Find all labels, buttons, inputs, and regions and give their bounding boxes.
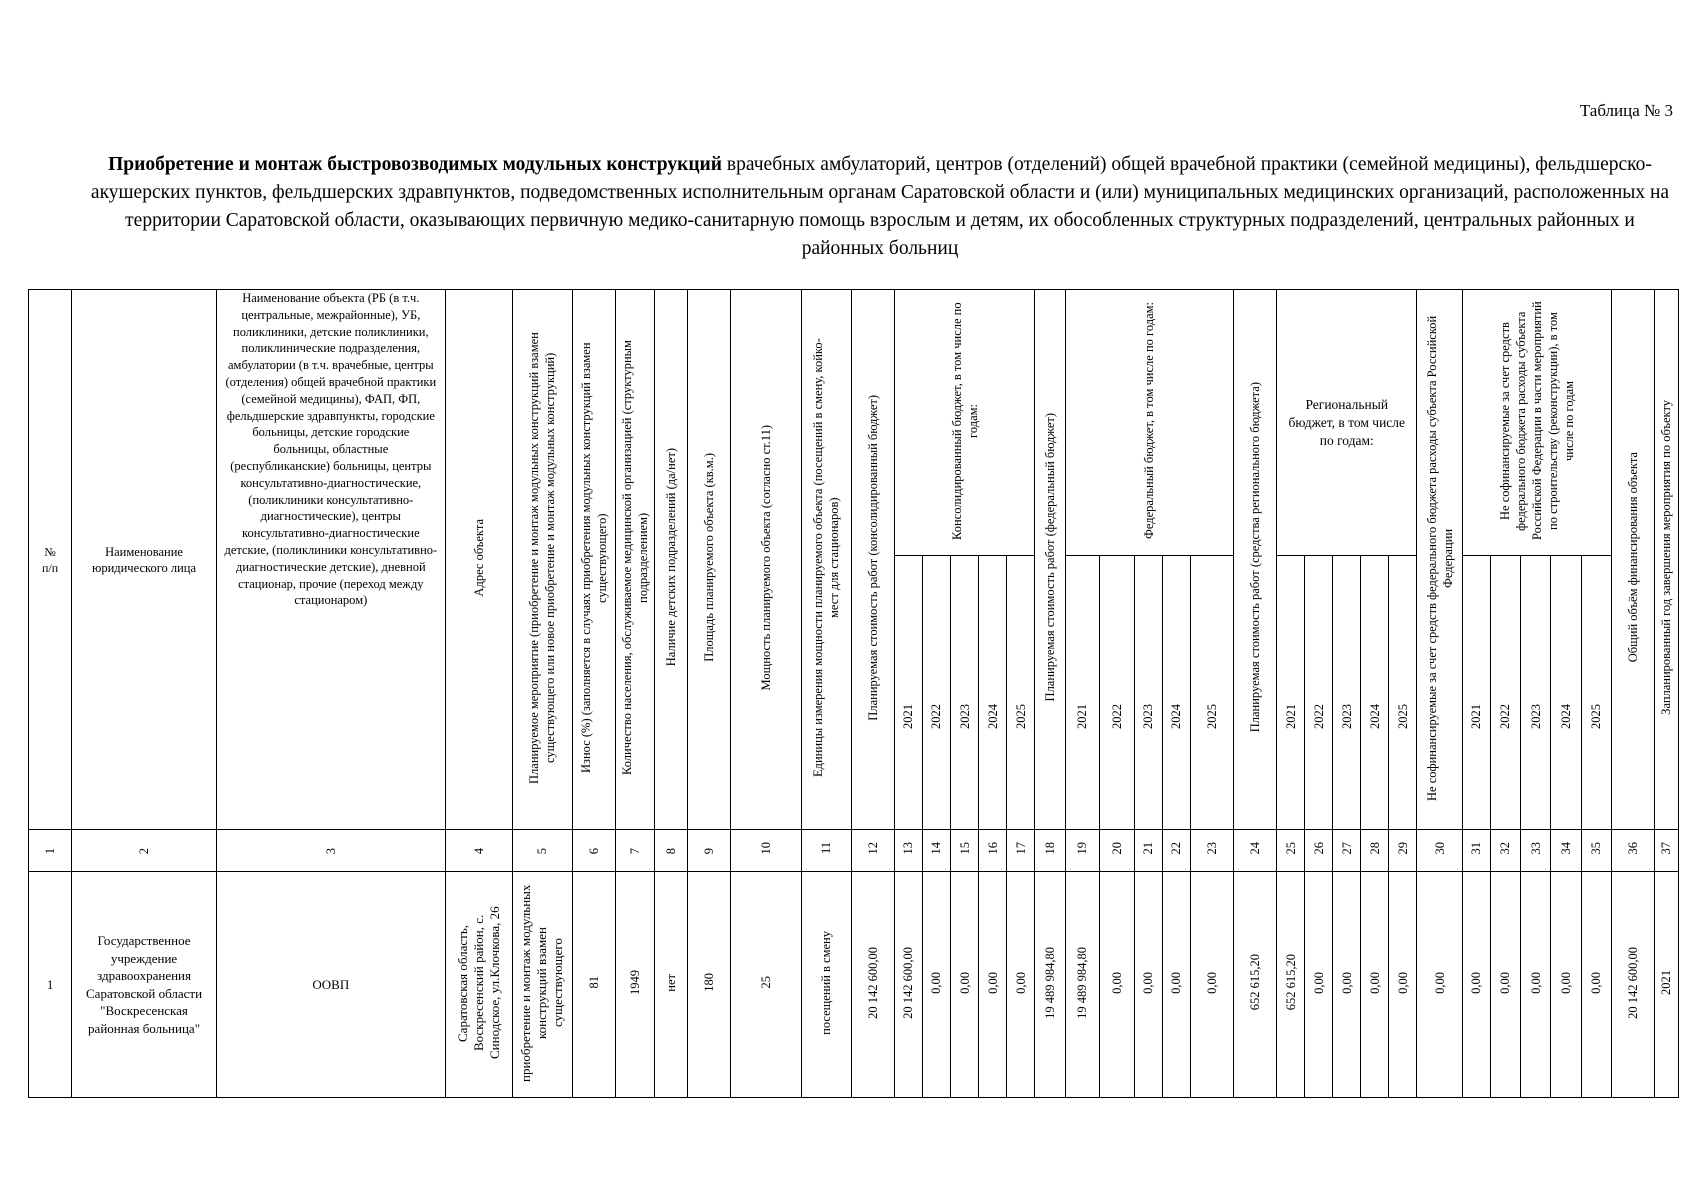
- header-num: № п/п: [29, 290, 72, 830]
- row-total: 20 142 600,00: [1611, 872, 1654, 1098]
- year-cell: 2023: [951, 556, 979, 830]
- row-measure: приобретение и монтаж модульных конструкций взамен существующего: [512, 872, 572, 1098]
- column-number-cell: 20: [1100, 830, 1135, 872]
- column-number-cell: 34: [1551, 830, 1581, 872]
- column-number-cell: 9: [687, 830, 730, 872]
- column-number-cell: 4: [445, 830, 512, 872]
- header-wear: Износ (%) (заполняется в случаях приобретения модульных конструкций взамен существующего): [573, 290, 616, 830]
- year-cell: 2023: [1333, 556, 1361, 830]
- row-cons-year: 0,00: [951, 872, 979, 1098]
- row-nonco-year: 0,00: [1462, 872, 1490, 1098]
- row-object: ООВП: [216, 872, 445, 1098]
- column-number-cell: 1: [29, 830, 72, 872]
- year-cell: 2024: [1162, 556, 1190, 830]
- column-number-cell: 10: [730, 830, 801, 872]
- row-fed-year: 0,00: [1134, 872, 1162, 1098]
- row-reg-year: 0,00: [1333, 872, 1361, 1098]
- column-numbers-row: [29, 830, 1679, 872]
- year-cell: 2025: [1190, 556, 1233, 830]
- column-number-cell: 21: [1134, 830, 1162, 872]
- row-population: 1949: [616, 872, 655, 1098]
- column-number-cell: 28: [1361, 830, 1389, 872]
- header-address: Адрес объекта: [445, 290, 512, 830]
- header-cons-group: Консолидированный бюджет, в том числе по годам:: [894, 290, 1034, 556]
- row-fed-year: 19 489 984,80: [1065, 872, 1100, 1098]
- year-cell: 2024: [1551, 556, 1581, 830]
- header-cons-total: Планируемая стоимость работ (консолидированный бюджет): [851, 290, 894, 830]
- row-reg-total: 652 615,20: [1233, 872, 1276, 1098]
- column-number-cell: 37: [1654, 830, 1678, 872]
- year-cell: 2021: [894, 556, 922, 830]
- year-cell: 2021: [1277, 556, 1305, 830]
- column-number-cell: 32: [1490, 830, 1520, 872]
- year-cell: 2023: [1134, 556, 1162, 830]
- year-cell: 2025: [1389, 556, 1417, 830]
- year-cell: 2024: [1361, 556, 1389, 830]
- row-nonco-year: 0,00: [1521, 872, 1551, 1098]
- column-number-cell: 15: [951, 830, 979, 872]
- header-row: [29, 290, 1679, 556]
- year-cell: 2022: [1490, 556, 1520, 830]
- column-number-cell: 26: [1305, 830, 1333, 872]
- header-fed-group: Федеральный бюджет, в том числе по годам:: [1065, 290, 1233, 556]
- header-legal-entity: Наименование юридического лица: [72, 290, 217, 830]
- year-cell: 2021: [1065, 556, 1100, 830]
- row-nonco-total: 0,00: [1417, 872, 1462, 1098]
- row-fed-year: 0,00: [1190, 872, 1233, 1098]
- column-number-cell: 35: [1581, 830, 1611, 872]
- year-cell: 2022: [1100, 556, 1135, 830]
- row-capacity: 25: [730, 872, 801, 1098]
- column-number-cell: 14: [922, 830, 950, 872]
- header-capacity: Мощность планируемого объекта (согласно ст.11): [730, 290, 801, 830]
- column-number-cell: 6: [573, 830, 616, 872]
- column-number-cell: 36: [1611, 830, 1654, 872]
- year-cell: 2025: [1581, 556, 1611, 830]
- row-unit: посещений в смену: [802, 872, 852, 1098]
- row-reg-year: 0,00: [1305, 872, 1333, 1098]
- header-capacity-unit: Единицы измерения мощности планируемого объекта (посещений в смену, койко-мест для стационаров): [802, 290, 852, 830]
- funding-table: [28, 289, 1679, 1098]
- row-legal-entity: Государственное учреждение здравоохранения Саратовской области "Воскресенская районная больница": [72, 872, 217, 1098]
- column-number-cell: 25: [1277, 830, 1305, 872]
- year-cell: 2021: [1462, 556, 1490, 830]
- year-cell: 2022: [922, 556, 950, 830]
- year-cell: 2023: [1521, 556, 1551, 830]
- row-fed-year: 0,00: [1162, 872, 1190, 1098]
- row-fed-total: 19 489 984,80: [1035, 872, 1065, 1098]
- header-children-units: Наличие детских подразделений (да/нет): [655, 290, 687, 830]
- row-address: Саратовская область, Воскресенский район, с. Синодское, ул.Клочкова, 26: [445, 872, 512, 1098]
- header-nonco-group: Не софинансируемые за счет средств федерального бюджета расходы субъекта Российской Федерации в части мероприятий по строительству (реконструкции), в том числе по годам: [1462, 290, 1611, 556]
- column-number-cell: 24: [1233, 830, 1276, 872]
- document-title-bold: Приобретение и монтаж быстровозводимых модульных конструкций: [108, 154, 723, 175]
- column-number-cell: 12: [851, 830, 894, 872]
- column-number-cell: 11: [802, 830, 852, 872]
- column-number-cell: 33: [1521, 830, 1551, 872]
- column-number-cell: 23: [1190, 830, 1233, 872]
- row-fed-year: 0,00: [1100, 872, 1135, 1098]
- column-number-cell: 18: [1035, 830, 1065, 872]
- column-number-cell: 31: [1462, 830, 1490, 872]
- header-planned-measure: Планируемое мероприятие (приобретение и монтаж модульных конструкций взамен существующего или новое приобретение и монтаж модульных конструкций): [512, 290, 572, 830]
- row-reg-year: 0,00: [1389, 872, 1417, 1098]
- header-object-name: Наименование объекта (РБ (в т.ч. центральные, межрайонные), УБ, поликлиники, детские поликлиники, поликлинические подразделения, амбулатории (в т.ч. врачебные, центры (отделения) общей врачебной практики (семейной медицины), ФАП, ФП, фельдшерские здравпункты, городские больницы, детские городские больницы, областные (республиканские) больницы, центры консультативно-диагностические, (поликлиники консультативно-диагностические), центры консультативно-диагностические детские, (поликлиники консультативно-диагностические детские), дневной стационар, прочие (переход между стационаром): [216, 290, 445, 830]
- document-title-rest: врачебных амбулаторий, центров (отделений) общей врачебной практики (семейной медицины), фельдшерско-акушерских пунктов, фельдшерских здравпунктов, подведомственных исполнительным органам Саратовской области и (или) муниципальных медицинских организаций, расположенных на территории Саратовской области, оказывающих первичную медико-санитарную помощь взрослым и детям, их обособленных структурных подразделений, центральных районных и районных больниц: [90, 154, 1670, 259]
- row-children: нет: [655, 872, 687, 1098]
- column-number-cell: 8: [655, 830, 687, 872]
- header-nonco-total: Не софинансируемые за счет средств федерального бюджета расходы субъекта Российской Федерации: [1417, 290, 1462, 830]
- row-nonco-year: 0,00: [1581, 872, 1611, 1098]
- column-number-cell: 19: [1065, 830, 1100, 872]
- column-number-cell: 5: [512, 830, 572, 872]
- document-title: [90, 151, 1670, 263]
- header-fed-total: Планируемая стоимость работ (федеральный бюджет): [1035, 290, 1065, 830]
- year-cell: 2024: [979, 556, 1007, 830]
- header-reg-group: Региональный бюджет, в том числе по годам:: [1277, 290, 1417, 556]
- header-total: Общий объём финансирования объекта: [1611, 290, 1654, 830]
- column-number-cell: 16: [979, 830, 1007, 872]
- row-area: 180: [687, 872, 730, 1098]
- row-reg-year: 652 615,20: [1277, 872, 1305, 1098]
- row-cons-total: 20 142 600,00: [851, 872, 894, 1098]
- row-year-end: 2021: [1654, 872, 1678, 1098]
- column-number-cell: 27: [1333, 830, 1361, 872]
- column-number-cell: 30: [1417, 830, 1462, 872]
- column-number-cell: 13: [894, 830, 922, 872]
- table-number-label: Таблица № 3: [1579, 101, 1673, 120]
- year-cell: 2022: [1305, 556, 1333, 830]
- row-cons-year: 20 142 600,00: [894, 872, 922, 1098]
- column-number-cell: 22: [1162, 830, 1190, 872]
- row-num: 1: [29, 872, 72, 1098]
- header-year-end: Запланированный год завершения мероприятия по объекту: [1654, 290, 1678, 830]
- row-wear: 81: [573, 872, 616, 1098]
- table-row: [29, 872, 1679, 1098]
- row-nonco-year: 0,00: [1490, 872, 1520, 1098]
- row-nonco-year: 0,00: [1551, 872, 1581, 1098]
- column-number-cell: 17: [1007, 830, 1035, 872]
- row-cons-year: 0,00: [922, 872, 950, 1098]
- column-number-cell: 2: [72, 830, 217, 872]
- column-number-cell: 7: [616, 830, 655, 872]
- year-cell: 2025: [1007, 556, 1035, 830]
- header-reg-total: Планируемая стоимость работ (средства регионального бюджета): [1233, 290, 1276, 830]
- header-area: Площадь планируемого объекта (кв.м.): [687, 290, 730, 830]
- column-number-cell: 3: [216, 830, 445, 872]
- row-cons-year: 0,00: [1007, 872, 1035, 1098]
- row-cons-year: 0,00: [979, 872, 1007, 1098]
- column-number-cell: 29: [1389, 830, 1417, 872]
- row-reg-year: 0,00: [1361, 872, 1389, 1098]
- header-population: Количество населения, обслуживаемое медицинской организацией (структурным подразделением): [616, 290, 655, 830]
